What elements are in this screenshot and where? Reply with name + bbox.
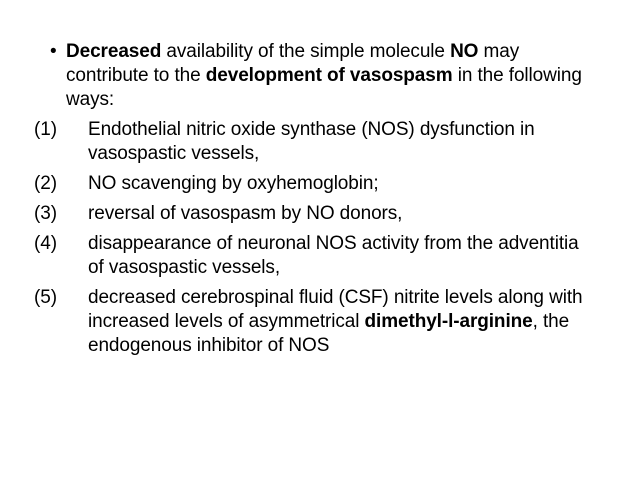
text-run: availability of the simple molecule: [161, 41, 451, 62]
list-number: (4): [34, 233, 57, 254]
list-item-3: [34, 202, 594, 226]
bullet-point: [34, 40, 594, 112]
list-text: [88, 233, 579, 278]
list-number: (5): [34, 287, 57, 308]
list-item-4: [34, 232, 594, 280]
text-run: in the following ways:: [66, 65, 582, 110]
bold-text-run: Decreased: [66, 41, 162, 62]
bold-text-run: development of vasospasm: [205, 65, 453, 86]
list-text: [88, 203, 402, 224]
text-run: disappearance of neuronal NOS activity from the adventitia of vasospastic vessels,: [88, 233, 579, 278]
list-text: [88, 287, 582, 356]
list-text: [88, 173, 379, 194]
bold-text-run: dimethyl-l-arginine: [364, 311, 533, 332]
text-run: Endothelial nitric oxide synthase (NOS) dysfunction in vasospastic vessels,: [88, 119, 535, 164]
list-number: (1): [34, 119, 57, 140]
bold-text-run: NO: [450, 41, 479, 62]
text-run: decreased cerebrospinal fluid (CSF) nitrite levels along with increased levels of asymmetrical: [88, 287, 583, 332]
list-item-1: [34, 118, 594, 166]
slide-content: [34, 40, 594, 364]
bullet-text: [66, 41, 582, 110]
list-number: (2): [34, 173, 57, 194]
list-text: [88, 119, 535, 164]
text-run: NO scavenging by oxyhemoglobin;: [88, 173, 379, 194]
text-run: , the endogenous inhibitor of NOS: [88, 311, 570, 356]
text-run: reversal of vasospasm by NO donors,: [88, 203, 403, 224]
text-run: may contribute to the: [66, 41, 520, 86]
list-item-2: [34, 172, 594, 196]
list-item-5: [34, 286, 594, 358]
list-number: (3): [34, 203, 57, 224]
bullet-marker: •: [50, 41, 57, 62]
